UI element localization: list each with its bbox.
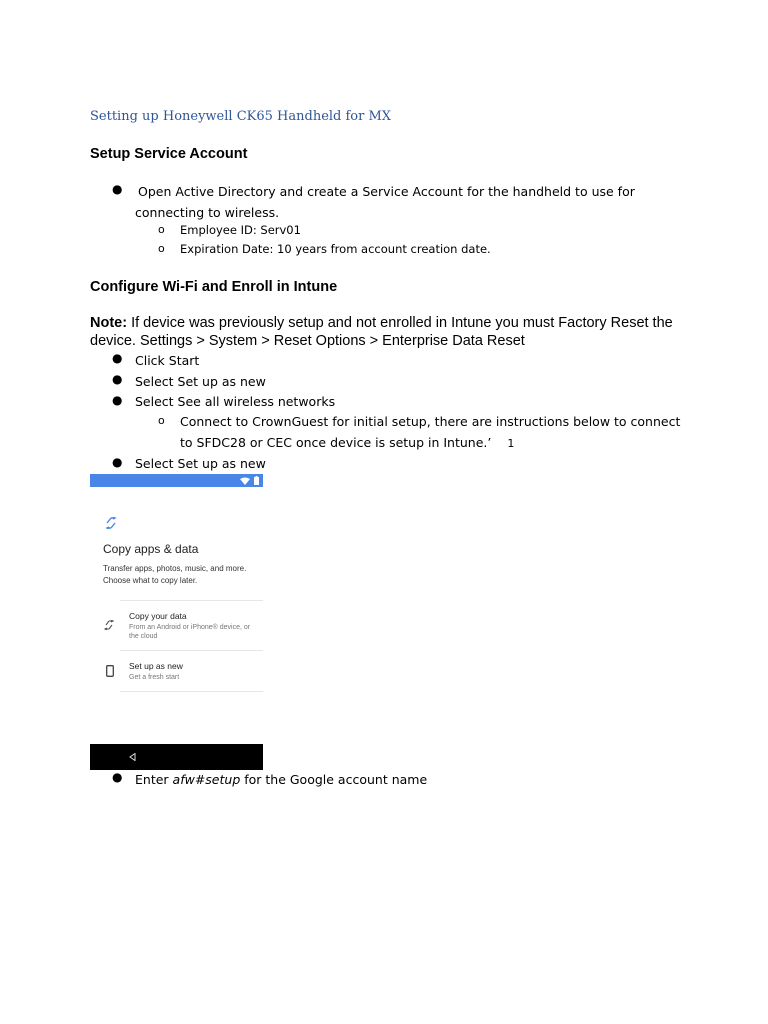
bullet-marker: ● xyxy=(112,182,123,196)
sub-bullet-marker: o xyxy=(158,414,165,427)
option-copy-data-subtitle: From an Android or iPhone® device, or the cloud xyxy=(129,624,251,640)
bullet-text: Select See all wireless networks xyxy=(135,394,336,409)
document-title: Setting up Honeywell CK65 Handheld for MX xyxy=(90,109,392,124)
battery-icon xyxy=(254,476,259,485)
sub-bullet-text-cont xyxy=(180,432,514,454)
sub-bullet-text: Connect to CrownGuest for initial setup, there are instructions below to connect xyxy=(180,414,681,429)
bullet-text: Select Set up as new xyxy=(135,456,266,471)
footnote-reference[interactable]: 1 xyxy=(507,437,515,450)
note-text: If device was previously setup and not enrolled in Intune you must Factory Reset the device. Settings > System > Reset Options > Enterprise Data Reset xyxy=(90,315,673,349)
sub-bullet-text: Employee ID: Serv01 xyxy=(180,223,301,237)
sub-bullet-text: Expiration Date: 10 years from account creation date. xyxy=(180,242,491,256)
bullet-marker: ● xyxy=(112,351,123,365)
wifi-icon xyxy=(240,477,250,485)
screen-heading: Copy apps & data xyxy=(103,542,199,556)
transfer-icon xyxy=(104,517,118,529)
bullet-text: Select Set up as new xyxy=(135,374,266,389)
bullet-text xyxy=(135,769,427,790)
sub-bullet-marker: o xyxy=(158,242,165,255)
bullet-text-cont: connecting to wireless. xyxy=(135,205,280,220)
bullet-marker: ● xyxy=(112,770,123,784)
account-name-emphasis: afw#setup xyxy=(172,772,241,787)
bullet-text: Open Active Directory and create a Service Account for the handheld to use for xyxy=(138,184,635,199)
transfer-icon xyxy=(103,620,115,630)
back-icon[interactable] xyxy=(129,753,136,761)
bullet-marker: ● xyxy=(112,455,123,469)
option-copy-data-title[interactable]: Copy your data xyxy=(129,611,187,621)
bullet-text-pre: Enter xyxy=(135,772,173,787)
phone-screenshot xyxy=(90,474,263,770)
phone-icon xyxy=(106,665,114,677)
navigation-bar xyxy=(90,744,263,770)
note-label: Note: xyxy=(90,315,128,331)
bullet-text-post: for the Google account name xyxy=(240,772,428,787)
bullet-marker: ● xyxy=(112,393,123,407)
option-setup-new-subtitle: Get a fresh start xyxy=(129,674,180,681)
section-heading-service-account: Setup Service Account xyxy=(90,146,248,162)
sub-bullet-marker: o xyxy=(158,223,165,236)
sub-bullet-text-cont-body: to SFDC28 or CEC once device is setup in Intune.’ xyxy=(180,435,492,450)
divider xyxy=(120,691,263,692)
bullet-text: Click Start xyxy=(135,353,200,368)
divider xyxy=(120,650,263,651)
option-setup-new-title[interactable]: Set up as new xyxy=(129,661,183,671)
divider xyxy=(120,600,263,601)
status-bar xyxy=(90,474,263,487)
bullet-marker: ● xyxy=(112,372,123,386)
section-heading-wifi-intune: Configure Wi-Fi and Enroll in Intune xyxy=(90,279,338,295)
note-paragraph xyxy=(90,314,690,350)
screen-description: Transfer apps, photos, music, and more. Choose what to copy later. xyxy=(103,564,247,585)
